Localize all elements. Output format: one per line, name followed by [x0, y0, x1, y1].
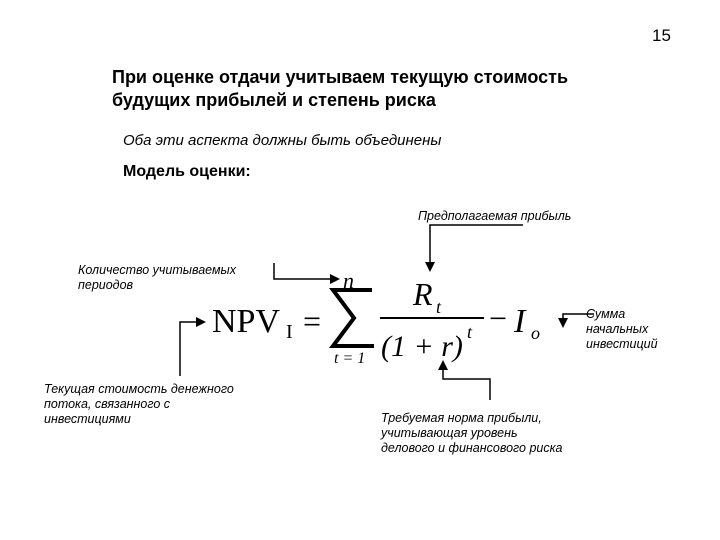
- note-rate-line-1: Требуемая норма прибыли,: [381, 411, 542, 425]
- arrowhead-pv: [196, 317, 206, 327]
- note-expected-profit: Предполагаемая прибыль: [418, 209, 572, 223]
- initial-investment-i: I: [514, 303, 526, 340]
- note-periods: [78, 263, 278, 293]
- numerator-subscript: t: [436, 297, 442, 317]
- note-rate-line-2: учитывающая уровень: [381, 426, 518, 440]
- numerator-r: R: [413, 276, 433, 312]
- note-pv-line-1: Текущая стоимость денежного: [44, 382, 234, 396]
- note-initial-line-3: инвестиций: [586, 337, 658, 351]
- model-title: Модель оценки:: [123, 163, 251, 180]
- heading-line-2: будущих прибылей и степень риска: [112, 90, 436, 110]
- arrowhead-periods: [330, 274, 340, 284]
- note-required-rate: [381, 411, 621, 456]
- arrowhead-initial: [558, 318, 568, 328]
- connector-pv: [180, 322, 200, 376]
- note-initial-line-2: начальных: [586, 322, 649, 336]
- note-periods-line-1: Количество учитываемых: [78, 263, 236, 277]
- denominator-exponent: t: [467, 322, 473, 342]
- note-periods-line-2: периодов: [78, 278, 134, 292]
- sigma-symbol: [333, 290, 374, 346]
- initial-investment-subscript: o: [531, 323, 540, 343]
- sum-upper-limit: n: [343, 268, 354, 293]
- connector-rate: [443, 366, 490, 400]
- heading-line-1: При оценке отдачи учитываем текущую стоимость: [112, 67, 569, 87]
- sum-lower-limit: t = 1: [334, 350, 366, 367]
- connector-periods: [274, 263, 333, 279]
- denominator: (1 + r): [381, 330, 463, 363]
- connector-expected-profit: [430, 225, 523, 266]
- note-initial-line-1: Сумма: [586, 307, 626, 321]
- minus-sign: −: [489, 300, 508, 336]
- note-present-value: [44, 382, 264, 427]
- equals-sign: =: [303, 303, 322, 339]
- slide-number: 15: [652, 26, 671, 45]
- note-initial-investment: [586, 307, 686, 352]
- subheading: Оба эти аспекта должны быть объединены: [123, 132, 442, 149]
- npv-symbol: NPV: [212, 303, 281, 340]
- npv-subscript: I: [286, 321, 293, 343]
- arrowhead-expected-profit: [425, 262, 435, 272]
- note-pv-line-3: инвестициями: [44, 412, 131, 426]
- note-pv-line-2: потока, связанного с: [44, 397, 171, 411]
- note-rate-line-3: делового и финансового риска: [381, 441, 563, 455]
